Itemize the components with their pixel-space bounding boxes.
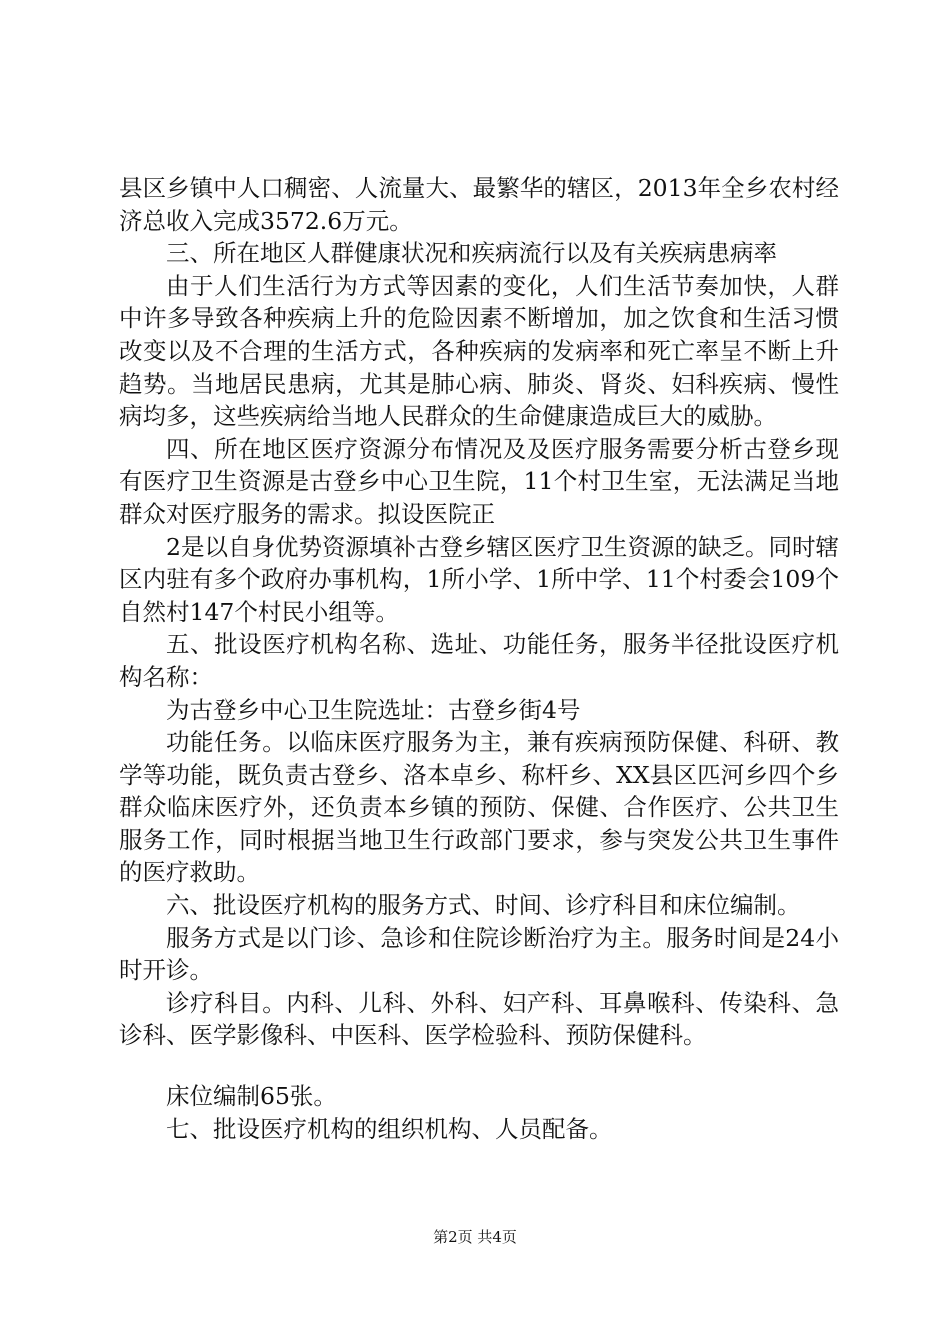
paragraph-4: 四、所在地区医疗资源分布情况及及医疗服务需要分析古登乡现有医疗卫生资源是古登乡中心卫生院，11个村卫生室，无法满足当地群众对医疗服务的需求。拟设医院正 [119, 434, 839, 528]
page-footer [0, 1226, 950, 1247]
paragraph-1: 县区乡镇中人口稠密、人流量大、最繁华的辖区，2013年全乡农村经济总收入完成3572.6万元。 [119, 174, 839, 235]
paragraph-2: 三、所在地区人群健康状况和疾病流行以及有关疾病患病率 [166, 239, 777, 268]
paragraph-5: 2是以自身优势资源填补古登乡辖区医疗卫生资源的缺乏。同时辖区内驻有多个政府办事机构，1所小学、1所中学、11个村委会109个自然村147个村民小组等。 [119, 532, 839, 626]
paragraph-8: 功能任务。以临床医疗服务为主，兼有疾病预防保健、科研、教学等功能，既负责古登乡、洛本卓乡、称杆乡、XX县区匹河乡四个乡群众临床医疗外，还负责本乡镇的预防、保健、合作医疗、公共卫生服务工作，同时根据当地卫生行政部门要求，参与突发公共卫生事件的医疗救助。 [119, 728, 839, 887]
paragraph-10: 服务方式是以门诊、急诊和住院诊断治疗为主。服务时间是24小时开诊。 [119, 923, 839, 985]
paragraph-9: 六、批设医疗机构的服务方式、时间、诊疗科目和床位编制。 [166, 891, 801, 920]
paragraph-13: 七、批设医疗机构的组织机构、人员配备。 [166, 1114, 613, 1143]
paragraph-6: 五、批设医疗机构名称、选址、功能任务，服务半径批设医疗机构名称： [119, 630, 839, 691]
paragraph-7: 为古登乡中心卫生院选址：古登乡街4号 [166, 695, 581, 724]
paragraph-3: 由于人们生活行为方式等因素的变化，人们生活节奏加快，人群中许多导致各种疾病上升的危险因素不断增加，加之饮食和生活习惯改变以及不合理的生活方式，各种疾病的发病率和死亡率呈不断上升趋势。当地居民患病，尤其是肺心病、肺炎、肾炎、妇科疾病、慢性病均多，这些疾病给当地人民群众的生命健康造成巨大的威胁。 [119, 271, 839, 431]
paragraph-12: 床位编制65张。 [166, 1082, 337, 1111]
page-number-label: 第2页 共4页 [433, 1228, 517, 1246]
document-body [119, 172, 839, 1145]
paragraph-11: 诊疗科目。内科、儿科、外科、妇产科、耳鼻喉科、传染科、急诊科、医学影像科、中医科、医学检验科、预防保健科。 [119, 988, 839, 1050]
